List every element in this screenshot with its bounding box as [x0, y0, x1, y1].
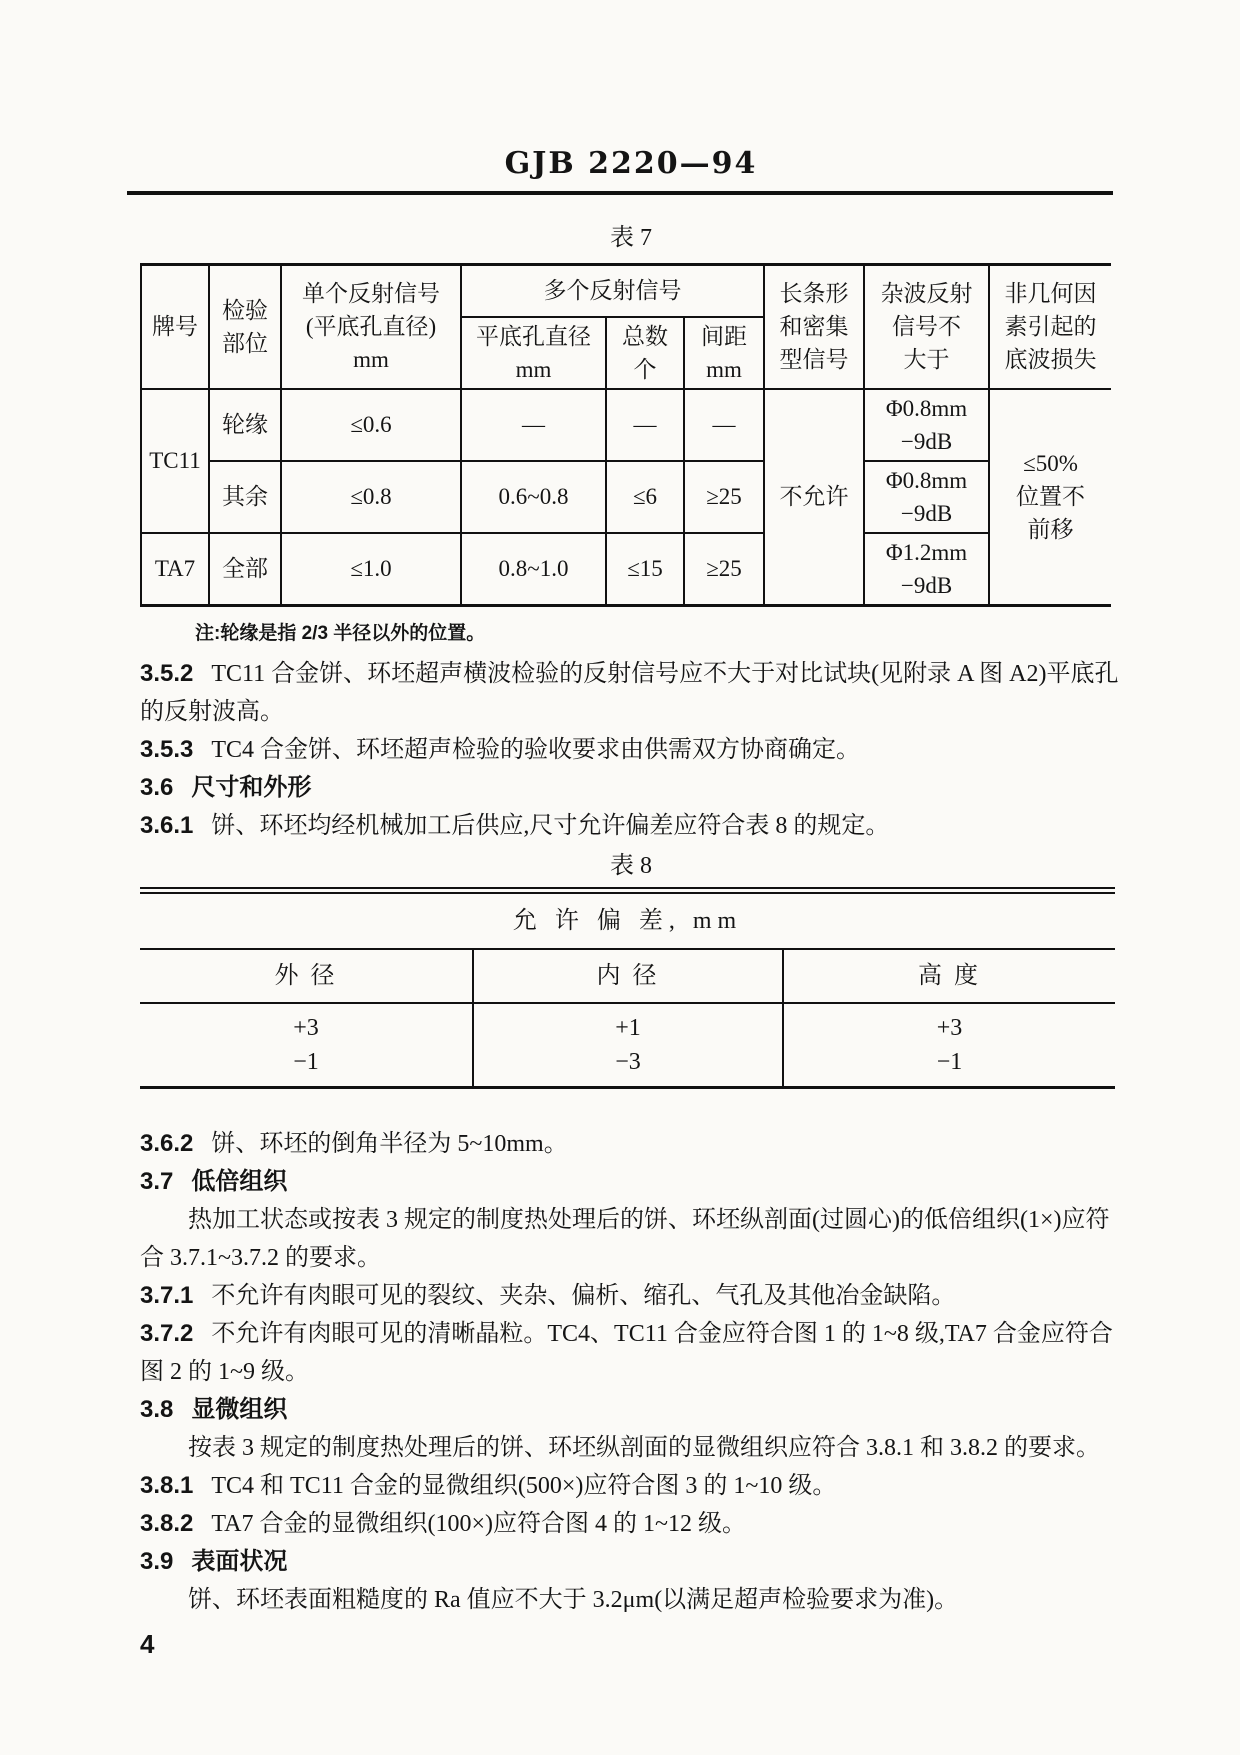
- cell-line: Φ1.2mm: [885, 539, 968, 565]
- header-line: 总数: [622, 323, 668, 349]
- cell-location: 轮缘: [209, 389, 281, 461]
- cell-location: 其余: [209, 461, 281, 533]
- header-rule: [127, 191, 1113, 195]
- cell-brand: TC11: [141, 389, 209, 533]
- header-line: 信号不: [892, 314, 961, 340]
- section-text: 按表 3 规定的制度热处理后的饼、环坯纵剖面的显微组织应符合 3.8.1 和 3.8.2 的要求。: [188, 1434, 1100, 1461]
- cell-brand: TA7: [141, 533, 209, 606]
- header-cell-brand: 牌号: [141, 265, 209, 389]
- section-text: 尺寸和外形: [191, 773, 312, 801]
- section-text: TC11 合金饼、环坯超声横波检验的反射信号应不大于对比试块(见附录 A 图 A2)平底孔的反射波高。: [140, 660, 1119, 725]
- section-text: 不允许有肉眼可见的清晰晶粒。TC4、TC11 合金应符合图 1 的 1~8 级,TA7 合金应符合图 2 的 1~9 级。: [140, 1320, 1113, 1385]
- table-row: [140, 1003, 1115, 1088]
- header-line: 检验: [222, 297, 268, 323]
- table8-caption: 表 8: [610, 852, 652, 879]
- header-line: 单个反射信号: [302, 281, 440, 307]
- header-line: mm: [515, 356, 552, 382]
- header-cell-bottom-loss: [989, 265, 1111, 389]
- section-3-7-2: [140, 1315, 1122, 1391]
- table-row: [141, 533, 1111, 606]
- cell-line: +3: [936, 1014, 963, 1041]
- header-line: 型信号: [779, 347, 849, 373]
- subheader-cell-spacing: [684, 317, 764, 389]
- cell-inner-tolerance: [473, 1003, 783, 1088]
- cell-line: 前移: [1027, 517, 1074, 542]
- standard-number-title: GJB 2220—94: [504, 146, 758, 181]
- section-text: 不允许有肉眼可见的裂纹、夹杂、偏析、缩孔、气孔及其他冶金缺陷。: [211, 1282, 956, 1309]
- section-text: 表面状况: [191, 1547, 288, 1575]
- header-line: 平底孔直径: [476, 323, 591, 349]
- section-text: TC4 合金饼、环坯超声检验的验收要求由供需双方协商确定。: [211, 736, 861, 763]
- section-number: 3.6.2: [140, 1129, 194, 1157]
- cell-single: ≤0.8: [281, 461, 461, 533]
- section-number: 3.5.3: [140, 735, 194, 763]
- table7-caption: 表 7: [610, 225, 652, 251]
- cell-strip-value: 不允许: [764, 389, 864, 606]
- header-line: 间距: [701, 323, 747, 349]
- subheader-cell-hole-diameter: [461, 317, 606, 389]
- cell-line: 位置不: [1016, 484, 1085, 509]
- header-cell-clutter: [864, 265, 989, 389]
- header-line: 杂波反射: [880, 281, 973, 307]
- cell-line: +3: [293, 1014, 319, 1041]
- section-3-8-2: [140, 1505, 1122, 1543]
- cell-clutter: [864, 389, 989, 461]
- table-row: [140, 949, 1115, 1003]
- header-cell-single-signal: [281, 265, 461, 389]
- section-number: 3.6.1: [140, 811, 194, 839]
- cell-spacing: ≥25: [684, 461, 764, 533]
- header-line: mm: [353, 347, 389, 373]
- section-number: 3.8.2: [140, 1509, 194, 1537]
- header-cell-height: 高 度: [783, 949, 1115, 1003]
- cell-spacing: —: [684, 389, 764, 461]
- section-3-8-body: [140, 1429, 1122, 1467]
- cell-line: −1: [293, 1048, 319, 1075]
- header-line: 素引起的: [1004, 314, 1097, 340]
- cell-line: Φ0.8mm: [885, 395, 968, 421]
- section-number: 3.7.1: [140, 1281, 194, 1309]
- cell-spacing: ≥25: [684, 533, 764, 606]
- section-number: 3.6: [140, 773, 174, 801]
- section-text: 饼、环坯均经机械加工后供应,尺寸允许偏差应符合表 8 的规定。: [211, 812, 890, 839]
- cell-single: ≤0.6: [281, 389, 461, 461]
- section-text: 饼、环坯表面粗糙度的 Ra 值应不大于 3.2μm(以满足超声检验要求为准)。: [188, 1586, 959, 1613]
- cell-location: 全部: [209, 533, 281, 606]
- section-number: 3.7.2: [140, 1319, 194, 1347]
- table-row: [141, 389, 1111, 461]
- section-3-7-body: [140, 1201, 1122, 1277]
- cell-count: —: [606, 389, 684, 461]
- cell-outer-tolerance: [140, 1003, 473, 1088]
- cell-hole: 0.6~0.8: [461, 461, 606, 533]
- header-line: 大于: [903, 347, 950, 373]
- cell-count: ≤6: [606, 461, 684, 533]
- cell-single: ≤1.0: [281, 533, 461, 606]
- page-number: 4: [140, 1628, 155, 1659]
- section-3-9-body: [140, 1581, 1122, 1619]
- section-3-6-heading: [140, 769, 1122, 807]
- section-number: 3.8: [140, 1395, 174, 1423]
- table7-note: 注:轮缘是指 2/3 半径以外的位置。: [195, 622, 486, 644]
- section-number: 3.8.1: [140, 1471, 194, 1499]
- header-line: mm: [706, 356, 742, 382]
- section-3-8-1: [140, 1467, 1122, 1505]
- cell-line: −3: [615, 1048, 641, 1075]
- section-3-7-1: [140, 1277, 1122, 1315]
- section-text: 饼、环坯的倒角半径为 5~10mm。: [211, 1130, 568, 1157]
- section-3-5-3: [140, 731, 1122, 769]
- section-text: TC4 和 TC11 合金的显微组织(500×)应符合图 3 的 1~10 级。: [211, 1472, 837, 1499]
- cell-line: −9dB: [900, 428, 953, 454]
- header-line: 个: [633, 356, 657, 382]
- section-text: 热加工状态或按表 3 规定的制度热处理后的饼、环坯纵剖面(过圆心)的低倍组织(1×)应符合 3.7.1~3.7.2 的要求。: [140, 1206, 1110, 1271]
- section-number: 3.9: [140, 1547, 174, 1575]
- header-line: 部位: [222, 330, 268, 356]
- header-line: (平底孔直径): [305, 314, 437, 340]
- cell-line: −1: [936, 1048, 963, 1075]
- cell-line: −9dB: [900, 500, 953, 526]
- section-3-6-1: [140, 807, 1122, 845]
- section-number: 3.5.2: [140, 659, 194, 687]
- cell-line: Φ0.8mm: [885, 467, 968, 493]
- document-content: [140, 0, 1122, 1660]
- table7: [140, 263, 1111, 607]
- header-line: 非几何因: [1004, 281, 1097, 307]
- section-text: 低倍组织: [191, 1167, 288, 1195]
- section-3-9-heading: [140, 1543, 1122, 1581]
- table8: [140, 887, 1115, 1089]
- cell-hole: 0.8~1.0: [461, 533, 606, 606]
- header-cell-outer-diameter: 外 径: [140, 949, 473, 1003]
- table8-title-cell: 允 许 偏 差, mm: [140, 890, 1115, 949]
- header-line: 和密集: [779, 314, 849, 340]
- section-text: 显微组织: [191, 1395, 288, 1423]
- header-cell-location: [209, 265, 281, 389]
- section-3-8-heading: [140, 1391, 1122, 1429]
- section-number: 3.7: [140, 1167, 174, 1195]
- cell-loss-value: [989, 389, 1111, 606]
- subheader-cell-count: [606, 317, 684, 389]
- cell-clutter: [864, 533, 989, 606]
- section-3-7-heading: [140, 1163, 1122, 1201]
- cell-clutter: [864, 461, 989, 533]
- header-cell-inner-diameter: 内 径: [473, 949, 783, 1003]
- header-cell-multiple-signal: 多个反射信号: [461, 265, 764, 317]
- table-row: [141, 461, 1111, 533]
- header-cell-strip-signal: [764, 265, 864, 389]
- section-3-6-2: [140, 1125, 1122, 1163]
- cell-line: +1: [615, 1014, 641, 1041]
- cell-hole: —: [461, 389, 606, 461]
- cell-line: −9dB: [900, 572, 953, 598]
- cell-line: ≤50%: [1023, 451, 1078, 476]
- header-line: 底波损失: [1004, 347, 1097, 373]
- header-line: 长条形: [779, 281, 849, 307]
- cell-count: ≤15: [606, 533, 684, 606]
- section-3-5-2: [140, 655, 1122, 731]
- section-text: TA7 合金的显微组织(100×)应符合图 4 的 1~12 级。: [211, 1510, 746, 1537]
- cell-height-tolerance: [783, 1003, 1115, 1088]
